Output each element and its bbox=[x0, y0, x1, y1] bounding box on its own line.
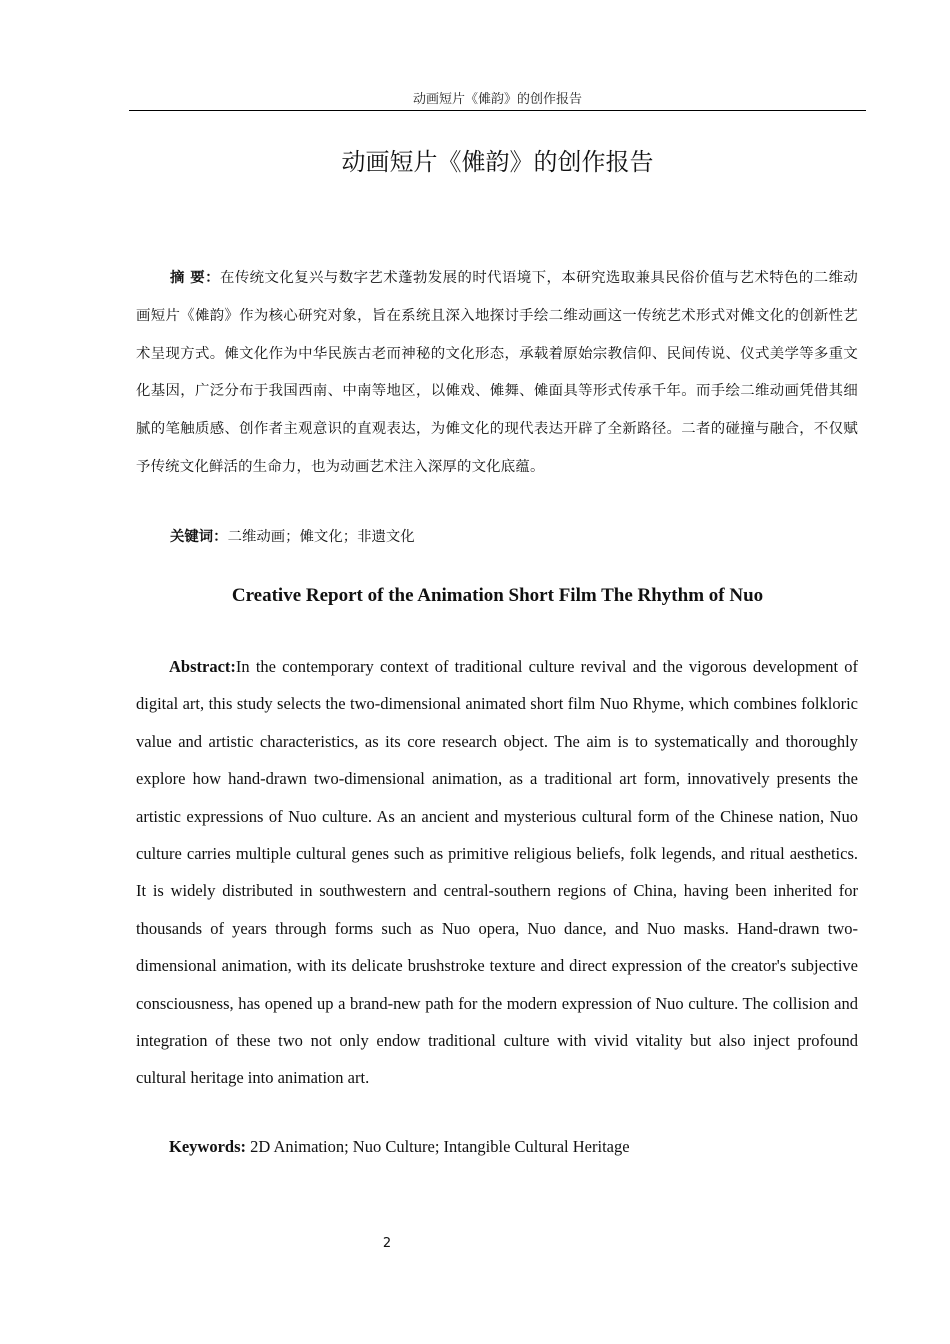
abstract-english-label: Abstract: bbox=[169, 657, 236, 676]
abstract-chinese-label: 摘 要： bbox=[170, 269, 220, 286]
keywords-chinese-label: 关键词： bbox=[170, 528, 228, 545]
page-title-english: Creative Report of the Animation Short Film The Rhythm of Nuo bbox=[231, 585, 764, 606]
keywords-english bbox=[169, 1128, 630, 1165]
keywords-chinese bbox=[170, 518, 415, 556]
abstract-chinese bbox=[136, 259, 858, 487]
keywords-chinese-text: 二维动画；傩文化；非遗文化 bbox=[227, 529, 415, 545]
abstract-english-text: In the contemporary context of traditional culture revival and the vigorous development of digital art, this study selects the two-dimensional animated short film Nuo Rhyme, which combines folkloric value and artistic characteristics, as its core research object. The aim is to systematically and thoroughly explore how hand-drawn two-dimensional animation, as a traditional art form, innovatively presents the artistic expressions of Nuo culture. As an ancient and mysterious cultural form of the Chinese nation, Nuo culture carries multiple cultural genes such as primitive religious beliefs, folk legends, and ritual aesthetics. It is widely distributed in southwestern and central-southern regions of China, having been inherited for thousands of years through forms such as Nuo opera, Nuo dance, and Nuo masks. Hand-drawn two-dimensional animation, with its delicate brushstroke texture and direct expression of the creator's subjective consciousness, has opened up a brand-new path for the modern expression of Nuo culture. The collision and integration of these two not only endow traditional culture with vivid vitality but also inject profound cultural heritage into animation art. bbox=[136, 657, 858, 1088]
abstract-english bbox=[136, 648, 858, 1097]
abstract-chinese-text: 在传统文化复兴与数字艺术蓬勃发展的时代语境下，本研究选取兼具民俗价值与艺术特色的二维动画短片《傩韵》作为核心研究对象，旨在系统且深入地探讨手绘二维动画这一传统艺术形式对傩文化的创新性艺术呈现方式。傩文化作为中华民族古老而神秘的文化形态，承载着原始宗教信仰、民间传说、仪式美学等多重文化基因，广泛分布于我国西南、中南等地区，以傩戏、傩舞、傩面具等形式传承千年。而手绘二维动画凭借其细腻的笔触质感、创作者主观意识的直观表达，为傩文化的现代表达开辟了全新路径。二者的碰撞与融合，不仅赋予传统文化鲜活的生命力，也为动画艺术注入深厚的文化底蕴。 bbox=[136, 270, 858, 475]
keywords-english-text: 2D Animation; Nuo Culture; Intangible Cultural Heritage bbox=[246, 1137, 630, 1156]
running-header: 动画短片《傩韵》的创作报告 bbox=[129, 90, 866, 111]
page-number: 2 bbox=[382, 1236, 392, 1251]
page-title-chinese: 动画短片《傩韵》的创作报告 bbox=[341, 148, 654, 176]
keywords-english-label: Keywords: bbox=[169, 1137, 246, 1156]
